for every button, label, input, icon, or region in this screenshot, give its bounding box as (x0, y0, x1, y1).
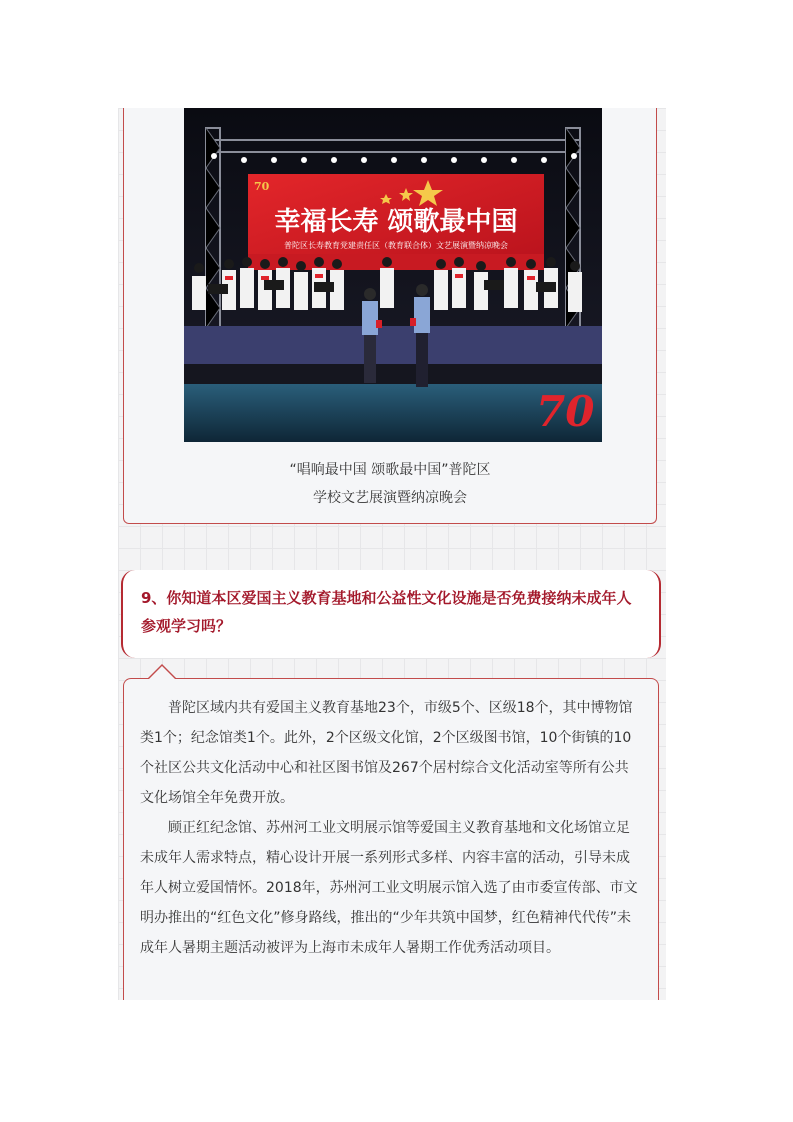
question-text: 9、你知道本区爱国主义教育基地和公益性文化设施是否免费接纳未成年人参观学习吗？ (141, 589, 632, 635)
banner-title: 幸福长寿 颂歌最中国 (274, 207, 518, 237)
question-box (121, 570, 661, 658)
caption-line-1: “唱响最中国 颂歌最中国”普陀区 (289, 462, 491, 478)
anniversary-mark-large: 70 (536, 387, 595, 436)
event-photo (184, 108, 602, 442)
answer-card (123, 678, 659, 1000)
photo-card (123, 108, 657, 524)
caption-line-2: 学校文艺展演暨纳凉晚会 (313, 490, 467, 506)
answer-paragraph-2: 顾正红纪念馆、苏州河工业文明展示馆等爱国主义教育基地和文化场馆立足未成年人需求特点，精心设计开展一系列形式多样、内容丰富的活动，引导未成年人树立爱国情怀。2018年，苏州河工业文明展示馆入选了由市委宣传部、市文明办推出的“红色文化”修身路线，推出的“少年共筑中国梦，红色精神代代传”未成年人暑期主题活动被评为上海市未成年人暑期工作优秀活动项目。 (140, 820, 638, 956)
photo-caption (124, 456, 656, 512)
anniversary-mark-small: 70 (254, 180, 270, 193)
article-body (118, 108, 666, 1000)
answer-text (140, 693, 642, 963)
banner-subtitle: 普陀区长寿教育党建责任区（教育联合体）文艺展演暨纳凉晚会 (284, 241, 508, 250)
answer-pointer-fill (149, 666, 175, 679)
answer-paragraph-1: 普陀区域内共有爱国主义教育基地23个，市级5个、区级18个，其中博物馆类1个；纪念馆类1个。此外，2个区级文化馆，2个区级图书馆，10个街镇的10个社区公共文化活动中心和社区图书馆及267个居村综合文化活动室等所有公共文化场馆全年免费开放。 (140, 700, 633, 806)
